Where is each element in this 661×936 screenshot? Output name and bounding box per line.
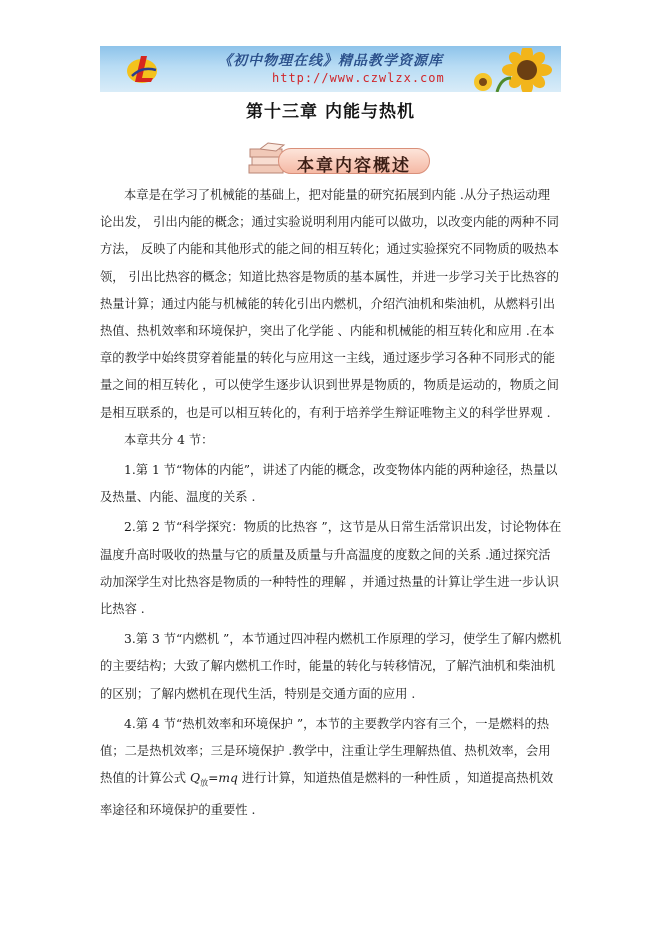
formula-subscript: 放	[200, 778, 209, 788]
sunflower-icon	[467, 48, 553, 92]
section-4-summary	[100, 711, 562, 824]
section-count: 本章共分 4 节：	[124, 432, 214, 447]
formula-rhs: =mq	[208, 771, 238, 786]
section-heading-label: 本章内容概述	[297, 156, 411, 176]
formula-q: Q	[190, 771, 201, 786]
banner-title: 《初中物理在线》精品教学资源库	[218, 53, 443, 69]
header-banner	[100, 46, 561, 92]
logo-icon	[126, 52, 160, 86]
document-body	[100, 182, 562, 824]
section-2-summary: 2.第 2 节“科学探究：物质的比热容 ”，这节是从日常生活常识出发，讨论物体在温度升高时吸收的热量与它的质量及质量与升高温度的度数之间的关系 .通过探究活动加深学生对比热容是物质的一种特性的理解 ，并通过热量的计算让学生进一步认识比热容 .	[100, 520, 562, 617]
intro-paragraph: 本章是在学习了机械能的基础上，把对能量的研究拓展到内能 .从分子热运动理论出发， 引出内能的概念；通过实验说明利用内能可以做功，以改变内能的两种不同方法， 反映了内能和其他形式的能之间的相互转化；通过实验探究不同物质的吸热本领， 引出比热容的概念；知道比热容是物质的基本属性，并进一步学习关于比热容的热量计算；通过内能与机械能的转化引出内燃机，介绍汽油机和柴油机，从燃料引出热值、热机效率和环境保护，突出了化学能 、内能和机械能的相互转化和应用 .在本章的教学中始终贯穿着能量的转化与应用这一主线，通过逐步学习各种不同形式的能量之间的相互转化 ，可以使学生逐步认识到世界是物质的，物质是运动的，物质之间是相互联系的，也是可以相互转化的，有利于培养学生辩证唯物主义的科学世界观 .	[100, 188, 559, 420]
section-4-text-end: 进行计算，知道热值是燃料的一种性质 ，知道提高热机效率途径和环境保护的重要性 .	[100, 771, 554, 817]
banner-url[interactable]: http://www.czwlzx.com	[272, 71, 445, 85]
chapter-title: 第十三章 内能与热机	[246, 102, 415, 122]
section-4-text-start: 4.第 4 节“热机效率和环境保护 ”，本节的主要教学内容有三个，一是燃料的热值；二是热机效率；三是环境保护 .教学中，注重让学生理解热值、热机效率，会用热值的计算公式	[100, 716, 551, 786]
section-heading	[246, 141, 432, 177]
section-1-summary: 1.第 1 节“物体的内能”，讲述了内能的概念，改变物体内能的两种途径，热量以及热量、内能、温度的关系 .	[100, 463, 558, 505]
section-heading-pill	[278, 148, 430, 174]
section-3-summary: 3.第 3 节“内燃机 ”，本节通过四冲程内燃机工作原理的学习，使学生了解内燃机的主要结构；大致了解内燃机工作时，能量的转化与转移情况，了解汽油机和柴油机的区别；了解内燃机在现代生活，特别是交通方面的应用 .	[100, 632, 562, 701]
